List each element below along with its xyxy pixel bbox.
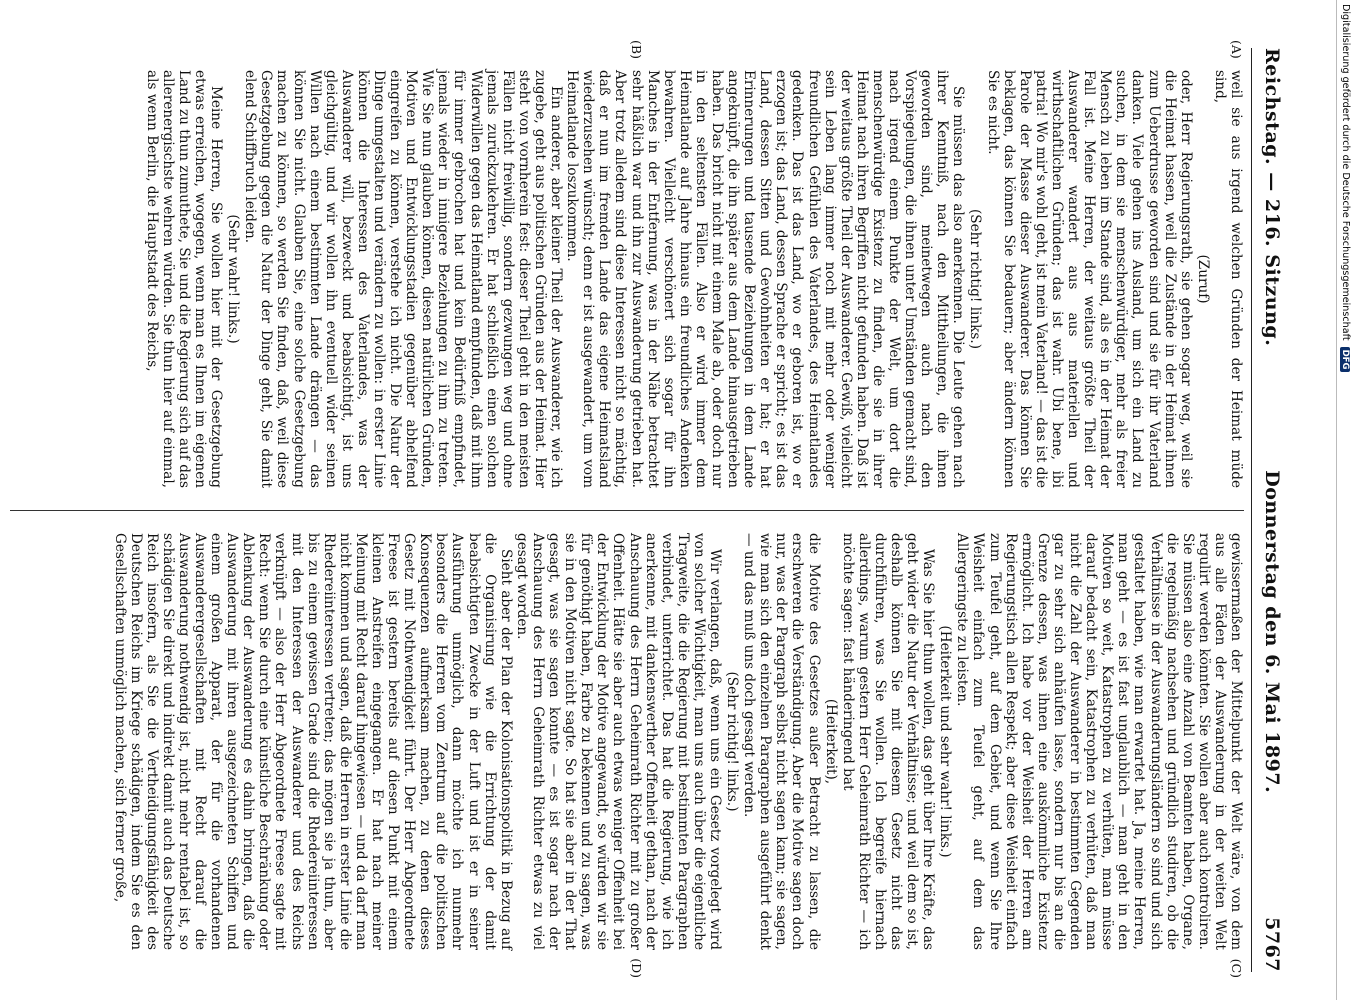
rotated-newspaper-page [0,30,1300,990]
paragraph: oder, Herr Regierungsrath, sie gehen sogar weg, weil sie die Heimat hassen, weil die Zustände in der Heimat ihnen zum Ueberdrusse geworden sind und sie für ihr Vaterland danken. Viele gehen ins Ausland, um sich ein Land zu suchen, in dem sie menschenwürdiger, mehr als freier Mensch zu leben im Stande sind, als es in der Heimat der Fall ist. Meine Herren, der weitaus größte Theil der Auswanderer wandert aus aus materiellen und wirthschaftlichen Gründen; das ist wahr. Ubi bene, ibi patria! Wo mir's wohl geht, ist mein Vaterland! — das ist die Parole der Masse dieser Auswanderer. Das können Sie beklagen, das können Sie bedauern; aber ändern können Sie es nicht. [984,70,1194,488]
paragraph: Wir verlangen, daß, wenn uns ein Gesetz vorgelegt wird von solcher Wichtigkeit, man uns auch über die eigentliche Tragweite, die die Regierung mit bestimmten Paragraphen verbindet, unterrichtet. Das hat die Regierung, wie ich anerkenne, mit dankenswerther Offenheit gethan, nach der Anschauung des Herrn Geheimrath Richter mit zu großer Offenheit. Hätte sie aber auch etwas weniger Offenheit bei der Entwicklung der Motive angewandt, so würden wir sie für genöthigt haben, Farbe zu bekennen und zu sagen, was sie in den Motiven nicht sagte. So hat sie aber in der That gesagt, was sie sagen konnte — es ist sogar nach der Anschauung des Herrn Geheimrath Richter etwas zu viel gesagt worden. [513,533,723,950]
paragraph: Ein anderer, aber kleiner Theil der Auswanderer, wie ich zugebe, geht aus politischen Gründen aus der Heimat. Hier steht von vornherein fest: dieser Theil geht in den meisten Fällen nicht freiwillig, sondern gezwungen weg und ohne jemals zurückzukehren. Er hat schließlich einen solchen Widerwillen gegen das Heimatland empfunden, daß mit ihm für immer gebrochen hat und kein Bedürfniß empfindet, jemals wieder in innigere Beziehungen zu ihm zu treten. Wie Sie nun glauben können, diesen natürlichen Gründen, Motiven und Entwicklungsstadien gegenüber abhelfend eingreifen zu können, verstehe ich nicht. Die Natur der Dinge umgestalten und verändern zu wollen: in erster Linie können die Interessen des Vaterlandes, was der Auswanderer will, bezweckt und beabsichtigt, ist uns gleichgültig, und wir wollen ihn eventuell wider seinen Willen nach einem bestimmten Lande drängen — das können Sie nicht. Glauben Sie, eine solche Gesetzgebung machen zu können, so werden Sie finden, daß, weil diese Gesetzgebung gegen die Natur der Dinge geht, Sie damit elend Schiffbruch leiden. [242,70,565,488]
margin-marker-a: (A) [1229,40,1244,59]
text-columns [10,40,1244,978]
margin-marker-c: (C) [1229,958,1244,978]
dfg-logo: DFG [1341,347,1351,373]
paragraph: Sie müssen das also anerkennen. Die Leute gehen nach ihrer Kenntniß, nach den Mittheilungen, die ihnen geworden sind, meinetwegen auch nach den Vorspiegelungen, die ihnen unter Umständen gemacht sind, nach irgend einem Punkte der Welt, um dort die menschenwürdige Existenz zu finden, die sie in ihrer Heimat nach ihren Begriffen nicht gefunden haben. Daß ist der weitaus größte Theil der Auswanderer. Gewiß, vielleicht sein Leben lang immer noch mit mehr oder weniger freundlichen Gefühlen des Vaterlandes, des Heimatlandes gedenken. Das ist das Land, wo er geboren ist, wo er erzogen ist; das Land, dessen Sprache er spricht; es ist das Land, dessen Sitten und Gewohnheiten er hat; er hat Erinnerungen und tausende Beziehungen in dem Lande angeknüpft, die ihn später aus dem Lande hinausgetrieben haben. Das bricht nicht mit einem Male ab, oder doch nur in den seltensten Fällen. Also er wird immer dem Heimatlande auf Jahre hinaus ein freundliches Andenken bewahren. Vielleicht verschönert sich sogar für ihn Manches in der Entfernung, was in der Nähe betrachtet sehr häßlich war und ihn zur Auswanderung getrieben hat. Aber trotz alledem sind diese Interessen nicht so mächtig, daß er nun im fremden Lande das eigene Heimatsland wiederzusehen wünscht; denn er ist ausgewandert, um vom Heimatlande loszukommen. [564,70,967,488]
digitization-sidebar [1336,0,1353,1000]
page-number: 5767 [1261,917,1283,972]
interjection: (Heiterkeit), [822,698,839,785]
interjection: (Zuruf) [1194,254,1211,304]
paragraph: die Motive des Gesetzes außer Betracht zu lassen, die erschweren die Verständigung. Aber die Motive sagen doch nur, was der Paragraph selbst nicht sagen kann; sie sagen, wie man sich den einzelnen Paragraphen ausgeführt denkt — und das muß uns doch gesagt werden. [741,533,822,950]
header-date: Donnerstag den 6. Mai 1897. [1261,470,1283,794]
header-left: Reichstag. — 216. Sitzung. [1261,48,1283,347]
right-column [10,510,1244,978]
interjection: (Heiterkeit und sehr wahr! links.) [937,625,954,858]
paragraph: Meine Herren, Sie wollen hier mit der Gesetzgebung etwas erreichen, wogegen, wenn man es Ihnen im eigenen Land zu thun zumuthete, Sie und die Regierung sich auf das allerenergischste wehren würden. Sie thun hier auf einmal, als wenn Berlin, die Hauptstadt des Reichs, [143,70,225,488]
paragraph: gewissermaßen der Mittelpunkt der Welt wäre, von dem aus alle Fäden der Auswanderung in der weiten Welt regulirt werden könnten. Sie wollen aber auch kontroliren. Sie müssen also eine Anzahl von Beamten haben, Organe, die regelmäßig nachsehen und gründlich studiren, ob die Verhältnisse in der Auswanderungsländern so sind und sich gestaltet haben, wie man erwartet hat. Ja, meine Herren, man geht — es ist fast unglaublich — man geht in den Motiven so weit, Katastrophen zu verhüten, man müsse darauf bedacht sein, Katastrophen zu verhüten, daß man nicht die Zahl der Auswanderer in bestimmten Gegenden gar zu sehr sich anhäufen lasse, sondern nur bis an die Grenze dessen, was ihnen eine auskömmliche Existenz ermöglicht. Ich habe vor der Weisheit der Herren am Regierungstisch allen Respekt; aber diese Weisheit einfach zum Teufel geht, auf dem Gebiet, und wenn Sie Ihre Weisheit einfach zum Teufel geht, auf dem das Allergeringste zu leisten. [954,533,1244,950]
margin-marker-b: (B) [629,40,644,59]
paragraph: Was Sie hier thun wollen, das geht über Ihre Kräfte, das geht wider die Natur der Verhältnisse; und weil dem so ist, deshalb können Sie mit diesem Gesetz nicht das durchführen, was Sie wollen. Ich begreife hiernach allerdings, warum gestern Herr Geheimrath Richter — ich möchte sagen: fast händeringend bat [839,533,937,950]
margin-marker-d: (D) [629,958,644,978]
interjection: (Sehr wahr! links.) [225,214,242,344]
paragraph: Sieht aber der Plan der Kolonisationspolitik in Bezug auf die Organisirung wie die Errichtung der damit beabsichtigten Zwecke in der Luft und ist er in seiner Ausführung unmöglich, dann möchte ich nunmehr besonders die Herren vom Zentrum auf die politischen Konsequenzen aufmerksam machen, zu denen dieses Gesetz mit Nothwendigkeit führt. Der Herr Abgeordnete Freese ist gestern bereits auf diesen Punkt mit einem kleinen Anstreifen eingegangen. Er hat nach meiner Meinung mit Recht darauf hingewiesen — und da darf man nicht kommen und sagen, daß die Herren in erster Linie die Rhedereiinteressen vertreten; das mögen sie ja thun, aber bis zu einem gewissen Grade sind die Rhedereiinteressen mit den Interessen der Auswanderer und des Reichs verknüpft — also der Herr Abgeordnete Freese sagte mit Recht: wenn Sie durch eine künstliche Beschränkung oder Ablenkung der Auswanderung es dahin bringen, daß die Auswanderung mit ihren ausgezeichneten Schiffen und einem großen Apparat, der für die vorhandenen Auswanderergesellschaften mit Recht darauf die Auswanderung nothwendig ist, nicht mehr rentabel ist, so schädigen Sie direkt und indirekt damit auch das Deutsche Reich insofern, als Sie die Vertheidigungsfähigkeit des Deutschen Reichs im Kriege schädigen, indem Sie es den Gesellschaften unmöglich machen, sich ferner große, [111,533,514,950]
digitization-credit: Digitalisierung gefördert durch die Deutsche Forschungsgemeinschaft [1340,4,1351,341]
interjection: (Sehr richtig! links.) [967,208,984,350]
interjection: (Sehr richtig! links.) [724,671,741,812]
page-header [1251,48,1292,972]
paragraph: weil sie aus irgend welchen Gründen der Heimat müde sind, [1211,70,1244,488]
left-column [10,40,1244,510]
